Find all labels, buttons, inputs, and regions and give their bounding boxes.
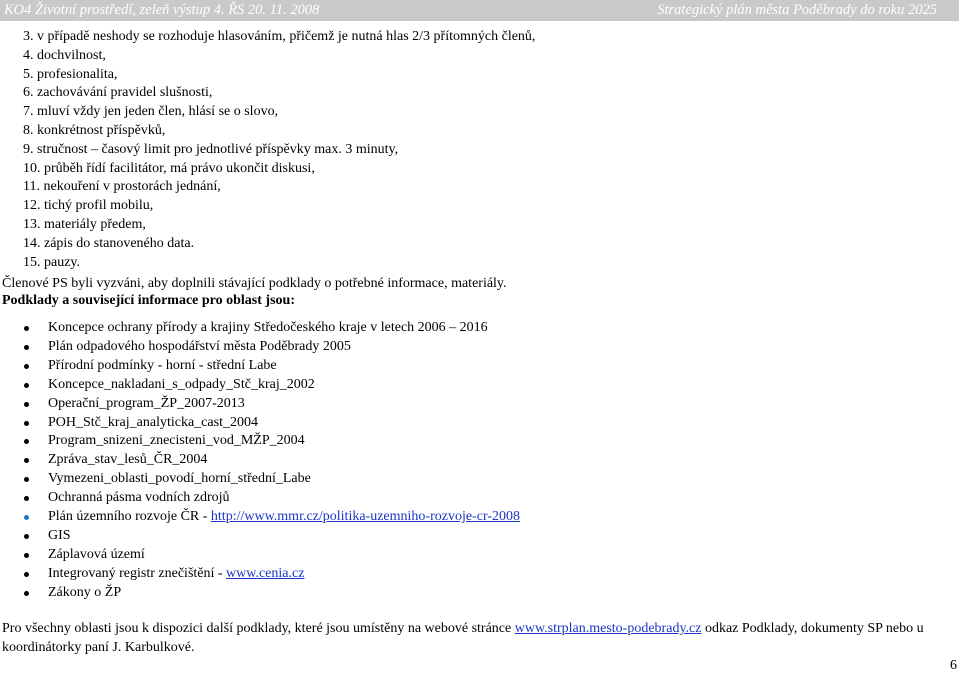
sources-heading: Podklady a související informace pro oblast jsou: bbox=[2, 293, 295, 308]
list-item: 14. zápis do stanoveného data. bbox=[23, 235, 195, 251]
list-item-text: Zpráva_stav_lesů_ČR_2004 bbox=[48, 452, 208, 468]
list-item: 6. zachovávání pravidel slušnosti, bbox=[23, 85, 213, 101]
bullet-icon bbox=[24, 402, 29, 407]
bullet-icon bbox=[24, 458, 29, 463]
cenia-link[interactable]: www.cenia.cz bbox=[226, 565, 305, 581]
list-item-text: Integrovaný registr znečištění - bbox=[48, 565, 227, 581]
list-item-text: Přírodní podmínky - horní - střední Labe bbox=[48, 357, 277, 373]
rules-list bbox=[23, 28, 535, 272]
list-item-text: Operační_program_ŽP_2007-2013 bbox=[48, 395, 245, 411]
list-item: 5. profesionalita, bbox=[23, 66, 118, 82]
list-item-text: Záplavová území bbox=[48, 546, 145, 562]
page-header bbox=[0, 0, 959, 21]
list-item-text: POH_Stč_kraj_analyticka_cast_2004 bbox=[48, 414, 258, 430]
bullet-icon bbox=[24, 553, 29, 558]
header-right-text: Strategický plán města Poděbrady do roku 2025 bbox=[657, 2, 937, 18]
bullet-icon bbox=[24, 515, 29, 520]
list-item bbox=[24, 508, 520, 527]
list-item-text: Koncepce_nakladani_s_odpady_Stč_kraj_2002 bbox=[48, 376, 315, 392]
list-item-text: Plán územního rozvoje ČR - bbox=[48, 509, 211, 525]
list-item bbox=[24, 338, 520, 357]
list-item: 3. v případě neshody se rozhoduje hlasováním, přičemž je nutná hlas 2/3 přítomných členů, bbox=[23, 29, 536, 44]
list-item: 11. nekouření v prostorách jednání, bbox=[23, 179, 221, 195]
list-item: 10. průběh řídí facilitátor, má právo ukončit diskusi, bbox=[23, 160, 315, 176]
list-item: 4. dochvilnost, bbox=[23, 47, 106, 63]
list-item bbox=[24, 414, 520, 433]
mmr-link[interactable]: http://www.mmr.cz/politika-uzemniho-rozvoje-cr-2008 bbox=[210, 509, 520, 525]
list-item-text: Koncepce ochrany přírody a krajiny Středočeského kraje v letech 2006 – 2016 bbox=[48, 320, 488, 335]
list-item bbox=[24, 546, 520, 565]
final-paragraph bbox=[2, 620, 958, 657]
bullet-icon bbox=[24, 572, 29, 577]
list-item: 7. mluví vždy jen jeden člen, hlásí se o slovo, bbox=[23, 104, 279, 120]
list-item bbox=[24, 319, 520, 338]
bullet-icon bbox=[24, 591, 29, 596]
list-item-text: Program_snizeni_znecisteni_vod_MŽP_2004 bbox=[48, 433, 305, 449]
bullet-icon bbox=[24, 477, 29, 482]
list-item bbox=[24, 584, 520, 603]
list-item bbox=[24, 489, 520, 508]
list-item bbox=[24, 376, 520, 395]
members-note: Členové PS byli vyzváni, aby doplnili stávající podklady o potřebné informace, materiály. bbox=[2, 276, 507, 291]
strplan-link[interactable]: www.strplan.mesto-podebrady.cz bbox=[514, 621, 702, 636]
list-item: 9. stručnost – časový limit pro jednotlivé příspěvky max. 3 minuty, bbox=[23, 141, 399, 157]
bullet-icon bbox=[24, 439, 29, 444]
bullet-icon bbox=[24, 383, 29, 388]
page-number: 6 bbox=[950, 658, 957, 673]
bullet-icon bbox=[24, 421, 29, 426]
list-item: 15. pauzy. bbox=[23, 254, 81, 270]
list-item bbox=[24, 565, 520, 584]
list-item bbox=[24, 395, 520, 414]
bullet-icon bbox=[24, 534, 29, 539]
list-item bbox=[24, 432, 520, 451]
list-item bbox=[24, 451, 520, 470]
bullet-icon bbox=[24, 496, 29, 501]
sources-list bbox=[24, 319, 520, 603]
list-item-text: Ochranná pásma vodních zdrojů bbox=[48, 490, 230, 506]
final-text-after: odkaz Podklady, dokumenty SP nebo u koordinátorky paní J. Karbulkové. bbox=[2, 621, 924, 655]
list-item bbox=[24, 470, 520, 489]
list-item-text: GIS bbox=[48, 527, 71, 543]
bullet-icon bbox=[24, 326, 29, 331]
list-item-text: Vymezeni_oblasti_povodí_horní_střední_Labe bbox=[48, 471, 311, 487]
list-item-text: Zákony o ŽP bbox=[48, 584, 122, 600]
list-item: 13. materiály předem, bbox=[23, 216, 146, 232]
bullet-icon bbox=[24, 364, 29, 369]
list-item bbox=[24, 357, 520, 376]
list-item bbox=[24, 527, 520, 546]
list-item-text: Plán odpadového hospodářství města Poděbrady 2005 bbox=[48, 338, 351, 354]
list-item: 12. tichý profil mobilu, bbox=[23, 198, 154, 214]
header-left-text: KO4 Životní prostředí, zeleň výstup 4. ŘS 20. 11. 2008 bbox=[4, 2, 320, 18]
final-text-before: Pro všechny oblasti jsou k dispozici další podklady, které jsou umístěny na webové stránce bbox=[2, 621, 515, 636]
list-item: 8. konkrétnost příspěvků, bbox=[23, 122, 166, 138]
bullet-icon bbox=[24, 345, 29, 350]
